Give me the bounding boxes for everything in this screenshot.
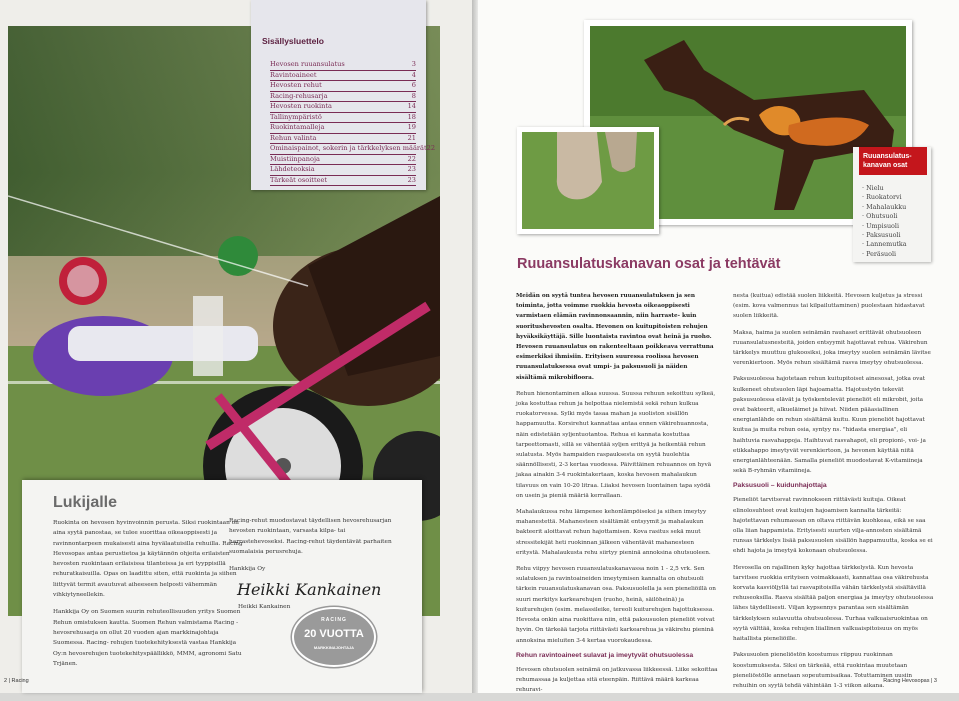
- badge-bottom-text: MARKKINAJOHTAJA: [313, 645, 355, 650]
- digestive-parts-box: [853, 147, 931, 262]
- paragraph: Hevosella on rajallinen kyky hajottaa tärkkelystä. Kun hevosta tarvitsee ruokkia erityisen voimakkaasti, kannattaa osa väkirehusta korvata kasviöljyllä tai rasvapitoisilla vähän tärkkelystä sisältävillä rehuseoksilla. Rasva sisältää paljon energiaa ja imeytyy ohutsuolessa lähes täydellisesti. Viljan kypsennys parantaa sen sisältämän tärkkelyksen sulavuutta ohutsuolessa. Turhaa valkuaisruokintaa on syytä välttää, koska rehujen liiallinen valkuaispitoisuus on myös haitallista pieneliöille.: [733, 564, 934, 643]
- foreword-column-1: [53, 518, 243, 676]
- foreword-paragraph: Hankkija Oy on Suomen suurin rehuteollisuuden yritys Suomen Rehun omistuksen kautta. Suomen Rehun valmistama Racing - hevosrehusarja on ollut 20 vuoden ajan markkinajohtaja Suomessa. Racing- rehujen tuotekehityksestä vastaa Hankkija Oy:n hevosrehujen tuotekehityspäällikkö, MMM, agronomi Satu Trjänen.: [53, 609, 242, 667]
- list-item: · Lannemutka: [862, 240, 907, 249]
- toc-item[interactable]: Hevosten ruokinta 14: [270, 102, 416, 113]
- paragraph: Mahalaukussa rehu lämpenee kehonlämpöiseksi ja siihen imeytyy mahanestettä. Mahanesteen sisältämät entsyymit ja mahalaukun bakteerit aloittavat rehun hajottamisen. Kova rasitus sekä muut stressitekijät heti ruokinnan jälkeen vähentävät mahanesteen eritystä. Mahalaukusta rehu siirtyy pieninä annoksina ohutsuoleen.: [516, 509, 711, 556]
- toc-item[interactable]: Racing-rehusarja 8: [270, 92, 416, 103]
- foreword-title: Lukijalle: [53, 494, 118, 511]
- paragraph: Rehun hienontaminen alkaa suussa. Suussa rehuun sekoittuu sylkeä, joka kostuttaa rehun ja helpottaa nielemistä sekä rehun kulkua ruokatorvessa. Sylki myös tasaa mahan ja suoliston sisällön happamuutta. Korsirehut kannattaa antaa ennen väkirehuannosta, näin edistetään syljentuotantoa. Rehua ei kannata kostuttaa tarpeettomasti, sillä se vähentää syljen erittyä ja heikentää rehun sulatusta. Myös hampaiden raspauksesta on syytä huolehtia säännöllisesti, 2-3 kertaa vuodessa. Päivittäinen rehuannos on hyvä jakaa ainakin 3-4 ruokintakertaan, koska hevosen mahalaukun tilavuus on vain 10-20 litraa. Liiaksi hevosen luontainen tapa syödä on usein ja pieniä määriä kerrallaan.: [516, 390, 716, 499]
- badge-top-text: RACING: [321, 617, 347, 623]
- digestive-parts-list: [862, 184, 907, 259]
- list-item: · Peräsuoli: [862, 250, 907, 259]
- paragraph: Paksusuolessa hajotetaan rehun kuitupitoiset ainesosat, jotka ovat kulkeneet ohutsuolen läpi hajoamatta. Hajotustyön tekevät paksusuolessa elävät ja työskentelevät pieneliöt eli mikrobit, joita ovat bakteerit, alkueläimet ja hiivat. Niiden pääasiallinen energianlähde on rehun sisältämä kuitu. Kuun pieneliöt hajottavat kuitua ja muita rehun osia, syntyy ns. "hidasta energiaa", eli haihtuvia rasvahappoja. Haihtuvat rasvahapot, eli propioni-, voi- ja etikkahappo imeytyvät verenkiertoon, ja hevonen käyttää niitä energianlähteenään. Samalla pieneliöt muodostavat K-vitamiineja sekä B-ryhmän vitamiineja.: [733, 376, 926, 475]
- list-item: · Ohutsuoli: [862, 212, 907, 221]
- toc-title: Sisällysluettelo: [262, 36, 324, 46]
- hoof-illustration: [517, 127, 659, 234]
- toc-item[interactable]: Ominaispainot, sokerin ja tärkkelyksen määrät 22: [270, 144, 416, 155]
- toc-item[interactable]: Rehun valinta 21: [270, 134, 416, 145]
- paragraph: Hevosen ohutsuolen seinämä on jatkuvassa liikkeessä. Liike sekoittaa rehumassaa ja kuljettaa sitä eteenpäin. Riittävä määrä karkeaa rehuravi-: [516, 666, 718, 694]
- footer-left: 2 | Racing: [4, 678, 29, 684]
- toc-item[interactable]: Tallinympäristö 18: [270, 113, 416, 124]
- signer-name: Heikki Kankainen: [238, 604, 291, 610]
- toc-item[interactable]: Ruokintamalleja 19: [270, 123, 416, 134]
- subheading: Rehun ravintoaineet sulavat ja imeytyvät ohutsuolessa: [516, 651, 694, 659]
- list-item: · Nielu: [862, 184, 907, 193]
- paragraph: nesta (kuitua) edistää suolen liikkeitä. Hevosen kuljetus ja stressi (esim. kova valmennus tai kilpailuttaminen) puolestaan hidastavat suolen liikkeitä.: [733, 293, 925, 320]
- table-of-contents: [251, 0, 436, 190]
- toc-item[interactable]: Hevosten rehut 6: [270, 81, 416, 92]
- lead-paragraph: Meidän on syytä tuntea hevosen ruuansulatuksen ja sen toiminta, jotta voimme ruokkia hevosta oikeaoppisesti varmistaen elämän ravinnonsaannin, niin harraste- kuin suoritushevosten osalta. Hevonen on kuitupitoisten rehujen hyväksikäyttäjä. Sille luontaista ravintoa ovat heinä ja ruoho. Hevosen ruuansulatus on rakenteeltaan poikkeava verrattuna esimerkiksi ihmisiin. Erityisen suuressa roolissa hevosen ruuansulatuksessa ovat umpi- ja paksusuoli ja näiden sisältämä mikrobifloora.: [516, 293, 714, 381]
- article-title: Ruuansulatuskanavan osat ja tehtävät: [517, 256, 781, 272]
- foreword-box: [22, 480, 422, 693]
- list-item: · Paksusuoli: [862, 231, 907, 240]
- foreword-column-2: [229, 516, 399, 581]
- toc-list: [270, 60, 436, 186]
- hoof-photo: [517, 127, 659, 234]
- article-column-2: [733, 291, 935, 697]
- signoff: Hankkija Oy: [229, 566, 266, 573]
- article-column-1: [516, 291, 719, 701]
- footer-right: Racing Hevosopas | 3: [883, 678, 937, 684]
- list-item: · Ruokatorvi: [862, 193, 907, 202]
- subheading: Paksusuoli – kuidunhajottaja: [733, 482, 827, 490]
- digestive-parts-title: Ruuansulatus-kanavan osat: [859, 147, 927, 175]
- paragraph: Rehu viipyy hevosen ruuansulatuskanavassa noin 1 - 2,5 vrk. Sen sulatuksen ja ravintoaineiden imeytymisen kannalta on ohutsuoli tärkein ruuansulatuskanavan osa. Paksusuolella ja sen pieneliöillä on suuri merkitys karkearehujen (ruoho, heinä, säilöheinä) ja kuiturehujen (esim. melassileike, tereoli kuiturehujen hajottuksessa. Hevosta onkin aina ruokittava niin, että paksusuolen pieneliöt voivat hyvin. On tärkeää tarjota riittävästi karkearehua ja väkirehu pieninä annoksina mieluiten 3-4 kertaa vuorokaudessa.: [516, 566, 716, 644]
- signature: Heikki Kankainen: [237, 580, 382, 599]
- paragraph: Maksa, haima ja suolen seinämän rauhaset erittävät ohutsuoleen ruuansulatusnesteitä, joiden entsyymit hajottavat rehua. Väkirehun tärkkelys muuttuu glukoosiksi, joka imeytyy suolen seinämän lävitse verenkiertoon. Myös rehun sisältämä rasva imeytyy ohutsuolessa.: [733, 329, 931, 367]
- foreword-paragraph: Ruokinta on hevosen hyvinvoinnin perusta. Siksi ruokintaan on aina syytä panostaa, se tulee suorittaa oikeaoppisesti ja ravinnontarpeen mukaisesti aina hyvälaatuisilla rehuilla. Racing Hevosopas antaa perustietoa ja käytännön ohjeita erilaisten hevosten ruokintaan erilaisissa tilanteissa ja eri tyyppisillä rehuratkaisuilla. Opas on laadittu siten, että ruokinta ja siihen liittyvät termit avautuvat aiheeseen helposti vähemmän vihkiytyneellekin.: [53, 520, 243, 599]
- foreword-paragraph: Racing-rehut muodostavat täydellisen hevosrehusarjan hevosten ruokintaan, varsasta kilpa- tai harrastehevoseksi. Racing-rehut täydentävät parhaiten suomalaisia perusrehuja.: [229, 518, 392, 555]
- left-page: [0, 0, 472, 693]
- anniversary-badge: [292, 607, 376, 667]
- paragraph: Pieneliöt tarvitsevat ravinnokseen riittävästi kuituja. Oikeat elinolosuhteet ovat kuitujen hajoamisen kannalta tärkeitä: hajotettavan rehumassan on oltava riittävän kuohkeaa, eikä se saa olla liian happamista. Erityisesti suurten vilja-annosten sisältämä runsas tärkkelys lisää paksusuolen sisällön happamuutta, koska se ei ehdi hajota ja imeytyä kokonaan ohutsuolessa.: [733, 497, 933, 555]
- paragraph: Paksusuolen pieneliöstön koostumus riippuu ruokinnan koostumuksesta. Siksi on tärkeää, että ruokintaa muutetaan pieneliöstölle annetaan sopeutumisaikaa. Totuttaminen uusiin rehuihin on syytä tehdä vähintään 1-3 viikon aikana.: [733, 652, 913, 689]
- list-item: · Umpisuoli: [862, 222, 907, 231]
- toc-item[interactable]: Ravintoaineet 4: [270, 71, 416, 82]
- toc-item[interactable]: Muistiinpanoja 22: [270, 155, 416, 166]
- toc-item[interactable]: Lähdeteoksia 23: [270, 165, 416, 176]
- toc-item[interactable]: Tärkeät osoitteet 23: [270, 176, 416, 187]
- toc-item[interactable]: Hevosen ruuansulatus 3: [270, 60, 416, 71]
- badge-middle-text: 20 VUOTTA: [304, 628, 364, 640]
- list-item: · Mahalaukku: [862, 203, 907, 212]
